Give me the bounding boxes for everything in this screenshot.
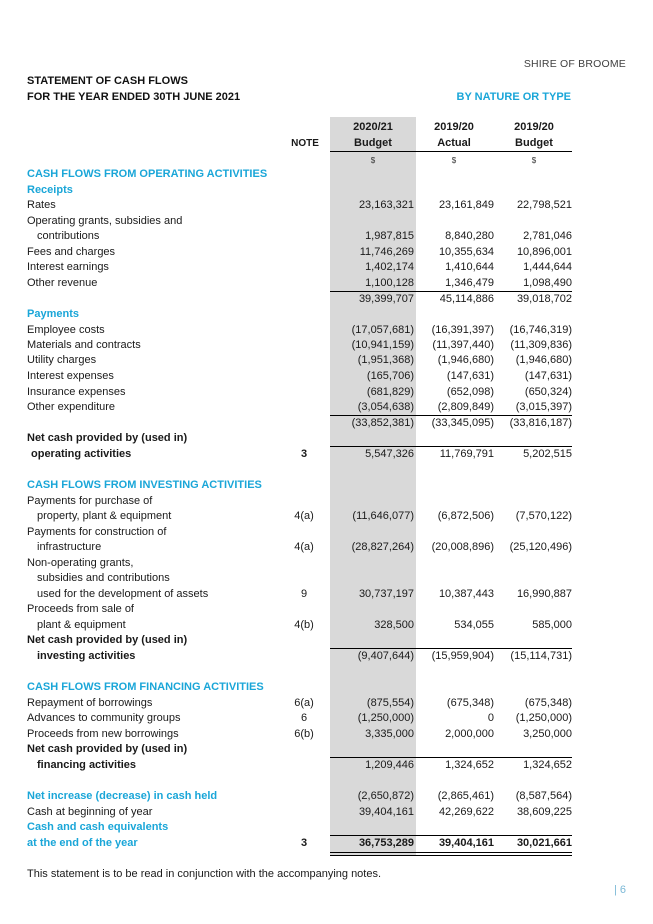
table-row: Payments for construction of xyxy=(27,526,167,538)
table-row: Interest expenses (165,706) (147,631) (147,631) xyxy=(27,370,572,382)
table-row: subsidies and contributions xyxy=(37,572,170,584)
table-row: Repayment of borrowings 6(a) (875,554) (675,348) (675,348) xyxy=(27,697,572,709)
col2-year: 2019/20 xyxy=(434,121,474,133)
table-row: Cash at beginning of year 39,404,161 42,269,622 38,609,225 xyxy=(27,806,572,818)
col3-year: 2019/20 xyxy=(514,121,554,133)
double-underline-bottom xyxy=(330,855,572,856)
financing-total: financing activities 1,209,446 1,324,652 1,324,652 xyxy=(37,759,572,771)
footer-note: This statement is to be read in conjunction with the accompanying notes. xyxy=(27,868,382,880)
table-row: Rates 23,163,321 23,161,849 22,798,521 xyxy=(27,199,572,211)
table-row: Operating grants, subsidies and xyxy=(27,215,183,227)
table-row: Interest earnings 1,402,174 1,410,644 1,444,644 xyxy=(27,261,572,273)
col1-year: 2020/21 xyxy=(353,121,393,133)
by-nature-label: BY NATURE OR TYPE xyxy=(456,91,571,103)
section-investing: CASH FLOWS FROM INVESTING ACTIVITIES xyxy=(27,479,262,491)
table-row: Employee costs (17,057,681) (16,391,397) (16,746,319) xyxy=(27,324,572,336)
organisation-name: SHIRE OF BROOME xyxy=(523,58,626,70)
table-row: Other revenue 1,100,128 1,346,479 1,098,490 xyxy=(27,277,572,289)
section-operating: CASH FLOWS FROM OPERATING ACTIVITIES xyxy=(27,168,268,180)
table-row: Utility charges (1,951,368) (1,946,680) (1,946,680) xyxy=(27,354,572,366)
table-row: Net cash provided by (used in) xyxy=(27,743,188,755)
table-row: Advances to community groups 6 (1,250,000) 0 (1,250,000) xyxy=(27,712,572,724)
table-row: Net cash provided by (used in) xyxy=(27,432,188,444)
col2-type: Actual xyxy=(437,137,471,149)
subsection-receipts: Receipts xyxy=(27,184,73,196)
table-row: Proceeds from sale of xyxy=(27,603,134,615)
table-row: Cash and cash equivalents xyxy=(27,821,169,833)
investing-total: investing activities (9,407,644) (15,959,904) (15,114,731) xyxy=(37,650,572,662)
note-header: NOTE xyxy=(291,138,319,149)
col3-currency: $ xyxy=(531,156,537,165)
table-row: Payments for purchase of xyxy=(27,495,153,507)
subsection-payments: Payments xyxy=(27,308,79,320)
table-row: Materials and contracts (10,941,159) (11,397,440) (11,309,836) xyxy=(27,339,572,351)
operating-total: operating activities 3 5,547,326 11,769,791 5,202,515 xyxy=(31,448,572,460)
net-increase-row: Net increase (decrease) in cash held (2,650,872) (2,865,461) (8,587,564) xyxy=(27,790,572,802)
table-row: Non-operating grants, xyxy=(27,557,134,569)
col3-type: Budget xyxy=(515,137,553,149)
page-number: | 6 xyxy=(613,884,626,896)
col2-currency: $ xyxy=(451,156,457,165)
table-row: contributions 1,987,815 8,840,280 2,781,046 xyxy=(37,230,572,242)
table-row: infrastructure 4(a) (28,827,264) (20,008,896) (25,120,496) xyxy=(37,541,572,553)
closing-cash-row: at the end of the year 3 36,753,289 39,404,161 30,021,661 xyxy=(27,837,572,849)
table-row: Proceeds from new borrowings 6(b) 3,335,000 2,000,000 3,250,000 xyxy=(27,728,572,740)
table-row: plant & equipment 4(b) 328,500 534,055 585,000 xyxy=(37,619,572,631)
double-underline-top xyxy=(330,852,572,853)
table-row: Fees and charges 11,746,269 10,355,634 10,896,001 xyxy=(27,246,572,258)
table-row: Net cash provided by (used in) xyxy=(27,634,188,646)
table-row: property, plant & equipment 4(a) (11,646,077) (6,872,506) (7,570,122) xyxy=(37,510,572,522)
table-row: Other expenditure (3,054,638) (2,809,849) (3,015,397) xyxy=(27,401,572,413)
payments-subtotal: (33,852,381) (33,345,095) (33,816,187) xyxy=(351,417,572,429)
table-row: used for the development of assets 9 30,737,197 10,387,443 16,990,887 xyxy=(37,588,572,600)
statement-period: FOR THE YEAR ENDED 30TH JUNE 2021 xyxy=(27,91,241,103)
col1-currency: $ xyxy=(370,156,376,165)
receipts-subtotal: 39,399,707 45,114,886 39,018,702 xyxy=(358,293,572,305)
header-underline xyxy=(330,151,572,152)
col1-type: Budget xyxy=(354,137,392,149)
table-row: Insurance expenses (681,829) (652,098) (650,324) xyxy=(27,386,572,398)
statement-title: STATEMENT OF CASH FLOWS xyxy=(27,75,188,87)
section-financing: CASH FLOWS FROM FINANCING ACTIVITIES xyxy=(27,681,264,693)
